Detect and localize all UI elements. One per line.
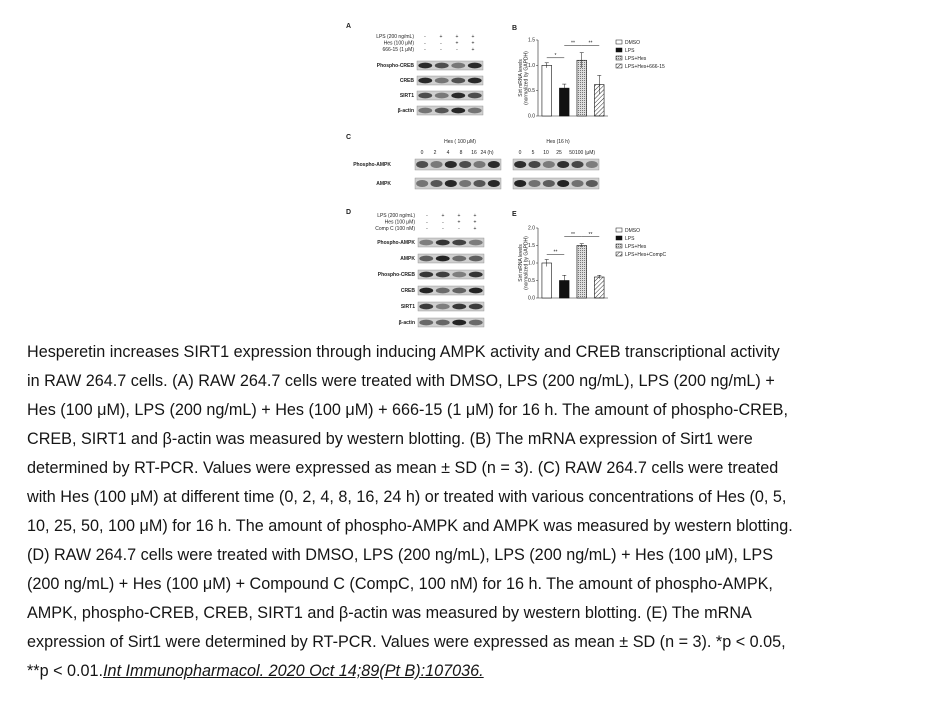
- caption-line: expression of Sirt1 were determined by RT-PCR. Values were expressed as mean ± SD (n = 3). *p < 0.05,: [27, 633, 786, 651]
- dose-tick: 100 (μM): [574, 150, 596, 156]
- blot-band: [445, 161, 457, 168]
- bar: [594, 277, 604, 298]
- legend-swatch: [616, 244, 622, 248]
- blot-band: [436, 240, 450, 246]
- panel-c-blots: [353, 139, 599, 189]
- bar: [542, 65, 552, 116]
- dose-tick: 50: [569, 150, 575, 156]
- caption-line: 10, 25, 50, 100 μM) for 16 h. The amount of phospho-AMPK and AMPK was measured by western blotting.: [27, 517, 793, 535]
- condition-sign: -: [458, 226, 460, 232]
- blot-band: [436, 272, 450, 278]
- blot-band: [418, 63, 432, 69]
- blot-band: [452, 256, 466, 262]
- panel-a-label: A: [346, 23, 352, 30]
- chart-e: [518, 226, 667, 302]
- blot-band: [430, 180, 442, 187]
- condition-sign: -: [456, 47, 458, 53]
- dose-tick: 10: [543, 150, 549, 156]
- blot-band: [468, 78, 482, 84]
- condition-sign: +: [455, 34, 459, 40]
- legend-label: LPS+Hes+666-15: [625, 64, 665, 70]
- bar: [542, 263, 552, 298]
- blot-band: [419, 240, 433, 246]
- blot-band: [469, 272, 483, 278]
- blot-band: [436, 320, 450, 326]
- condition-sign: +: [471, 34, 475, 40]
- blot-band: [452, 304, 466, 310]
- legend-swatch: [616, 236, 622, 240]
- blot-label: SIRT1: [400, 304, 415, 310]
- legend-label: DMSO: [625, 228, 640, 234]
- panel-c-right-title: Hes (16 h): [546, 139, 570, 145]
- dose-tick: 0: [518, 150, 522, 156]
- blot-band: [436, 288, 450, 294]
- citation-link[interactable]: Int Immunopharmacol. 2020 Oct 14;89(Pt B):107036.: [103, 662, 484, 680]
- panel-c-label: C: [346, 134, 352, 141]
- bar: [577, 60, 587, 116]
- figure-caption: [27, 338, 927, 686]
- caption-line: Hes (100 μM), LPS (200 ng/mL) + Hes (100 μM) + 666-15 (1 μM) for 16 h. The amount of phospho-CREB,: [27, 401, 788, 419]
- caption-line: CREB, SIRT1 and β-actin was measured by western blotting. (B) The mRNA expression of Sirt1 were: [27, 430, 753, 448]
- legend-swatch: [616, 56, 622, 60]
- blot-label: CREB: [400, 288, 415, 294]
- blot-label: Phospho-AMPK: [377, 240, 415, 246]
- blot-band: [557, 180, 569, 187]
- blot-band: [488, 180, 500, 187]
- condition-sign: +: [457, 213, 461, 219]
- blot-label: Phospho-AMPK: [353, 162, 391, 168]
- blot-band: [419, 256, 433, 262]
- bar: [559, 88, 569, 116]
- y-tick-label: 1.0: [528, 62, 535, 69]
- legend-swatch: [616, 252, 622, 256]
- blot-band: [571, 180, 583, 187]
- legend-label: LPS+Hes: [625, 244, 647, 250]
- blot-band: [469, 256, 483, 262]
- blot-label: β-actin: [398, 320, 415, 326]
- blot-label: β-actin: [397, 108, 414, 114]
- blot-band: [452, 288, 466, 294]
- blot-band: [473, 161, 485, 168]
- blot-band: [586, 161, 598, 168]
- blot-band: [436, 304, 450, 310]
- blot-label: Phospho-CREB: [377, 272, 415, 278]
- panel-b-label: B: [512, 25, 518, 32]
- blot-band: [528, 180, 540, 187]
- blot-label: AMPK: [400, 256, 415, 262]
- legend-label: LPS+Hes+CompC: [625, 252, 667, 258]
- blot-band: [543, 180, 555, 187]
- blot-band: [469, 320, 483, 326]
- blot-band: [445, 180, 457, 187]
- y-tick-label: 1.5: [528, 37, 535, 44]
- y-tick-label: 2.0: [528, 225, 535, 232]
- condition-sign: +: [473, 219, 477, 226]
- chart-b: [518, 38, 665, 120]
- caption-line: (200 ng/mL) + Hes (100 μM) + Compound C (CompC, 100 nM) for 16 h. The amount of phospho-AMPK,: [27, 575, 773, 593]
- condition-sign: +: [471, 47, 475, 53]
- blot-band: [452, 272, 466, 278]
- blot-band: [528, 161, 540, 168]
- dose-tick: 2: [433, 150, 437, 156]
- condition-sign: -: [442, 226, 444, 232]
- y-tick-label: 1.5: [528, 243, 535, 249]
- blot-band: [459, 180, 471, 187]
- blot-band: [451, 63, 465, 69]
- caption-line: in RAW 264.7 cells. (A) RAW 264.7 cells were treated with DMSO, LPS (200 ng/mL), LPS (200 ng/mL) +: [27, 372, 775, 390]
- legend-label: LPS: [625, 236, 635, 242]
- caption-line: determined by RT-PCR. Values were expressed as mean ± SD (n = 3). (C) RAW 264.7 cells were treated: [27, 459, 779, 477]
- blot-band: [468, 93, 482, 99]
- legend-swatch: [616, 64, 622, 68]
- dose-tick: 16: [471, 150, 477, 156]
- blot-band: [435, 63, 449, 69]
- dose-tick: 8: [459, 150, 463, 156]
- condition-sign: +: [471, 40, 475, 47]
- caption-line: Hesperetin increases SIRT1 expression through inducing AMPK activity and CREB transcriptional activity: [27, 343, 780, 361]
- bar: [577, 246, 587, 299]
- blot-band: [586, 180, 598, 187]
- significance-mark: **: [571, 231, 575, 238]
- caption-line: (D) RAW 264.7 cells were treated with DMSO, LPS (200 ng/mL), LPS (200 ng/mL) + Hes (100 μM), LPS: [27, 546, 773, 564]
- blot-band: [514, 161, 526, 168]
- figure: [340, 18, 667, 334]
- blot-band: [514, 180, 526, 187]
- condition-label: Comp C (100 nM): [375, 226, 415, 232]
- condition-sign: -: [426, 219, 428, 226]
- significance-mark: **: [588, 231, 593, 238]
- blot-band: [419, 288, 433, 294]
- blot-band: [451, 78, 465, 84]
- legend-label: DMSO: [625, 40, 640, 46]
- blot-band: [468, 108, 482, 114]
- blot-band: [473, 180, 485, 187]
- condition-sign: -: [426, 213, 428, 219]
- blot-band: [419, 272, 433, 278]
- blot-label: AMPK: [376, 181, 391, 187]
- y-axis-label: Sirt mRNA levels(normalized by GAPDH): [518, 51, 530, 105]
- significance-mark: **: [571, 40, 575, 47]
- panel-d-blots: [375, 213, 484, 327]
- blot-band: [451, 93, 465, 99]
- condition-sign: -: [440, 40, 442, 47]
- y-tick-label: 0.5: [528, 278, 535, 284]
- blot-label: Phospho-CREB: [376, 63, 414, 69]
- blot-band: [468, 63, 482, 69]
- condition-label: LPS (200 ng/mL): [376, 34, 414, 40]
- blot-band: [469, 288, 483, 294]
- condition-sign: +: [441, 213, 445, 219]
- legend-label: LPS+Hes: [625, 56, 647, 62]
- blot-band: [416, 161, 428, 168]
- caption-line: AMPK, phospho-CREB, CREB, SIRT1 and β-actin was measured by western blotting. (E) The mRNA: [27, 604, 752, 622]
- blot-band: [571, 161, 583, 168]
- condition-label: 666-15 (1 μM): [382, 47, 414, 53]
- y-tick-label: 0.0: [528, 295, 535, 302]
- panel-c-left-title: Hes ( 100 μM): [444, 139, 476, 145]
- dose-tick: 0: [420, 150, 424, 156]
- condition-sign: +: [457, 219, 461, 226]
- y-tick-label: 1.0: [528, 260, 535, 267]
- blot-band: [557, 161, 569, 168]
- blot-band: [436, 256, 450, 262]
- condition-label: LPS (200 ng/mL): [377, 213, 415, 219]
- y-tick-label: 0.0: [528, 113, 535, 120]
- condition-sign: -: [424, 40, 426, 47]
- blot-band: [459, 161, 471, 168]
- panel-e-label: E: [512, 211, 517, 218]
- dose-tick: 25: [556, 150, 562, 156]
- blot-band: [435, 108, 449, 114]
- dose-tick: 24 (h): [480, 150, 494, 156]
- condition-label: Hes (100 μM): [384, 219, 415, 226]
- condition-sign: -: [426, 226, 428, 232]
- blot-band: [419, 320, 433, 326]
- condition-sign: -: [424, 47, 426, 53]
- blot-band: [416, 180, 428, 187]
- blot-band: [452, 240, 466, 246]
- y-tick-label: 0.5: [528, 88, 535, 95]
- blot-band: [435, 93, 449, 99]
- blot-band: [435, 78, 449, 84]
- dose-tick: 5: [531, 150, 535, 156]
- blot-band: [451, 108, 465, 114]
- blot-band: [418, 108, 432, 114]
- panel-d-label: D: [346, 209, 352, 216]
- blot-label: CREB: [399, 78, 414, 84]
- condition-sign: +: [473, 213, 477, 219]
- significance-mark: *: [554, 52, 557, 59]
- condition-sign: +: [455, 40, 459, 47]
- condition-sign: +: [439, 34, 443, 40]
- significance-mark: **: [588, 40, 593, 47]
- blot-label: SIRT1: [399, 93, 414, 99]
- blot-band: [418, 93, 432, 99]
- legend-swatch: [616, 228, 622, 232]
- blot-band: [469, 304, 483, 310]
- dose-tick: 4: [446, 150, 450, 156]
- caption-significance: **p < 0.01.: [27, 662, 104, 680]
- caption-line: with Hes (100 μM) at different time (0, 2, 4, 8, 16, 24 h) or treated with various concentrations of Hes (0, 5,: [27, 488, 787, 506]
- blot-band: [418, 78, 432, 84]
- blot-band: [430, 161, 442, 168]
- y-axis-label: Sirt mRNA levels(normalized by GAPDH): [518, 236, 530, 290]
- condition-sign: +: [473, 226, 477, 232]
- condition-sign: -: [440, 47, 442, 53]
- caption-last-line: [27, 657, 927, 686]
- blot-band: [469, 240, 483, 246]
- panel-a-blots: [376, 34, 483, 115]
- legend-label: LPS: [625, 48, 635, 54]
- legend-swatch: [616, 40, 622, 44]
- blot-band: [419, 304, 433, 310]
- blot-band: [488, 161, 500, 168]
- condition-label: Hes (100 μM): [383, 40, 414, 47]
- condition-sign: -: [424, 34, 426, 40]
- significance-mark: **: [553, 249, 558, 256]
- blot-band: [543, 161, 555, 168]
- legend-swatch: [616, 48, 622, 52]
- blot-band: [452, 320, 466, 326]
- condition-sign: -: [442, 219, 444, 226]
